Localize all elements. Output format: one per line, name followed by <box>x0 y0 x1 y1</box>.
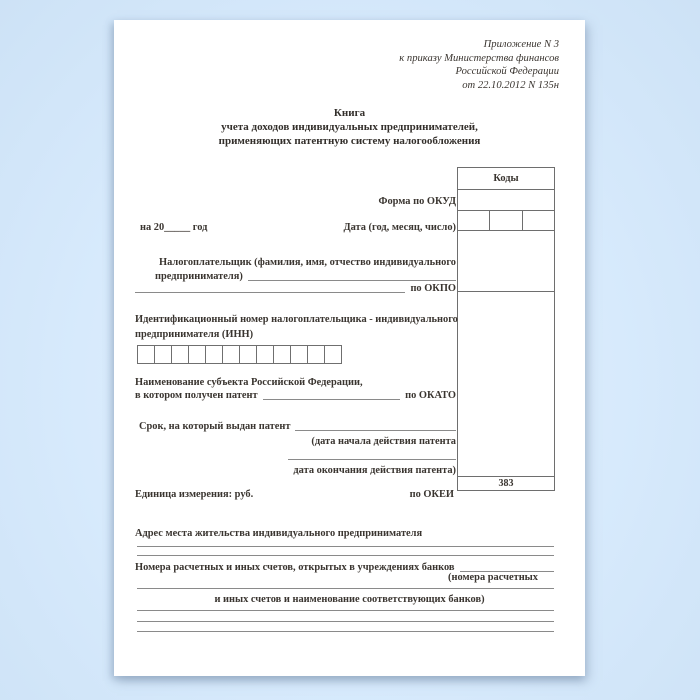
title-line: учета доходов индивидуальных предпринимателей, <box>221 121 478 133</box>
date-label: Дата (год, месяц, число) <box>343 222 456 233</box>
patent-term-label: Срок, на который выдан патент <box>139 421 291 432</box>
accounts-label: Номера расчетных и иных счетов, открытых в учреждениях банков <box>135 562 455 573</box>
okpo-row <box>135 282 456 295</box>
date-code-subcell <box>458 211 489 230</box>
okpo-label: по ОКПО <box>410 283 456 294</box>
fill-in-line <box>288 459 456 460</box>
patent-start-note: (дата начала действия патента <box>311 436 456 447</box>
title-line: Книга <box>333 107 366 119</box>
region-fill-row <box>135 389 456 402</box>
year-label: на 20_____ год <box>140 222 208 233</box>
inn-digit-cell <box>137 345 155 364</box>
inn-digit-cell <box>222 345 240 364</box>
patent-term-row <box>139 420 456 433</box>
appendix-note <box>399 38 559 92</box>
date-code-subcell <box>522 211 554 230</box>
inn-digit-cell <box>188 345 206 364</box>
okato-label: по ОКАТО <box>405 390 456 401</box>
date-code-subcell <box>489 211 521 230</box>
okei-code-cell: 383 <box>457 476 555 491</box>
inn-digit-cell <box>307 345 325 364</box>
fill-in-line <box>137 610 554 611</box>
address-label: Адрес места жительства индивидуального предпринимателя <box>135 528 423 539</box>
okud-code-cell <box>457 189 555 211</box>
inn-digit-cells <box>137 345 342 364</box>
inn-digit-cell <box>239 345 257 364</box>
document-title <box>114 106 585 148</box>
appendix-note-line: Российской Федерации <box>455 66 559 77</box>
fill-in-line <box>137 621 554 622</box>
inn-digit-cell <box>171 345 189 364</box>
accounts-note-line1: (номера расчетных <box>448 572 538 583</box>
okpo-code-cell <box>457 230 555 292</box>
appendix-note-line: от 22.10.2012 N 135н <box>462 79 559 91</box>
taxpayer-label-line1: Налогоплательщик (фамилия, имя, отчество индивидуального <box>159 257 456 268</box>
inn-digit-cell <box>154 345 172 364</box>
appendix-note-line: к приказу Министерства финансов <box>399 52 559 64</box>
okud-label: Форма по ОКУД <box>378 196 456 207</box>
fill-in-line <box>248 279 456 281</box>
inn-digit-cell <box>290 345 308 364</box>
patent-end-note: дата окончания действия патента) <box>293 465 456 476</box>
inn-label-line1: Идентификационный номер налогоплательщика - индивидуального <box>135 314 458 325</box>
fill-in-line <box>263 398 401 400</box>
inn-label-line2: предпринимателя (ИНН) <box>135 329 254 340</box>
unit-label: Единица измерения: руб. <box>135 489 254 500</box>
accounts-note-line2: и иных счетов и наименование соответствующих банков) <box>214 594 485 605</box>
inn-digit-cell <box>324 345 342 364</box>
okato-code-cell <box>457 291 555 477</box>
document-page <box>114 20 585 676</box>
taxpayer-label-line2: предпринимателя) <box>155 271 243 282</box>
fill-in-line <box>137 631 554 632</box>
region-label-line2: в котором получен патент <box>135 390 258 401</box>
fill-in-line <box>295 429 456 431</box>
region-label-line1: Наименование субъекта Российской Федерации, <box>135 377 363 388</box>
fill-in-line <box>137 588 554 589</box>
fill-in-line <box>137 555 554 556</box>
fill-in-line <box>135 291 405 293</box>
codes-header-cell: Коды <box>457 167 555 190</box>
inn-digit-cell <box>256 345 274 364</box>
inn-digit-cell <box>273 345 291 364</box>
codes-table <box>457 167 555 491</box>
fill-in-line <box>137 546 554 547</box>
okei-label: по ОКЕИ <box>409 489 454 500</box>
title-line: применяющих патентную систему налогообложения <box>218 135 481 147</box>
inn-digit-cell <box>205 345 223 364</box>
appendix-note-line: Приложение N 3 <box>483 39 559 50</box>
date-code-cells <box>457 210 555 231</box>
